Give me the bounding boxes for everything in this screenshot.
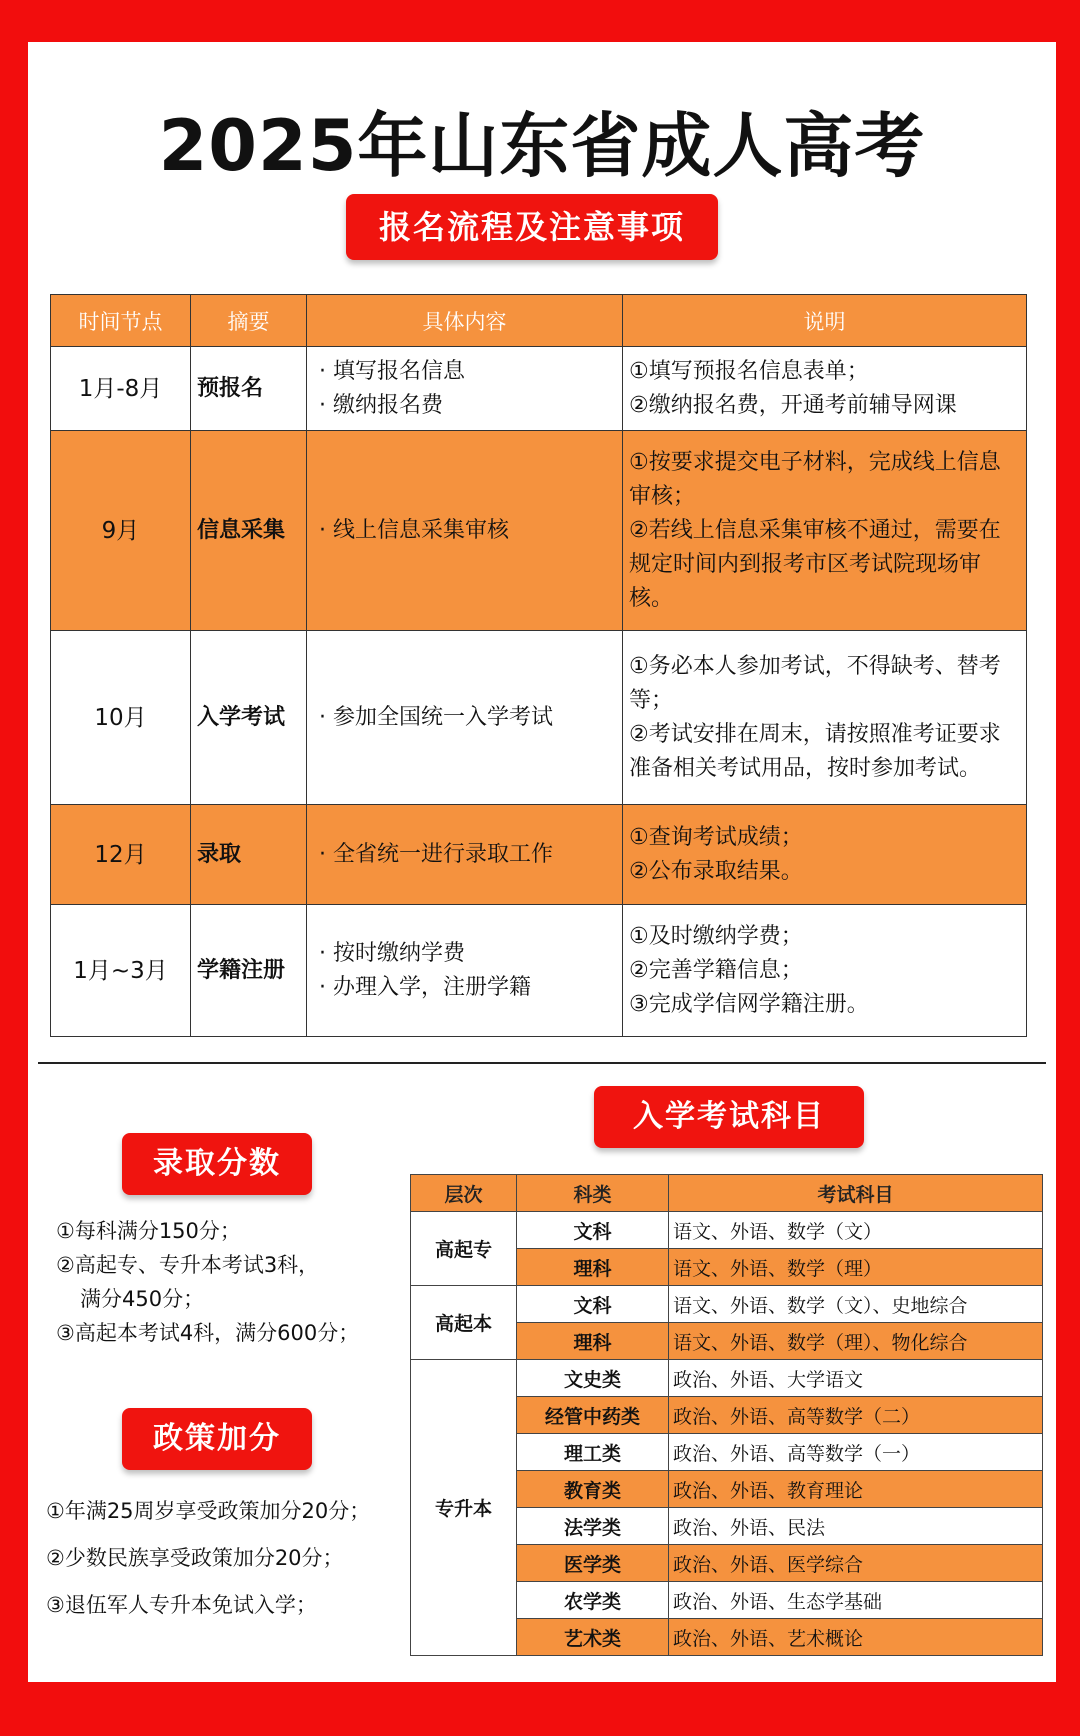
subjects-cell: 政治、外语、高等数学（一） — [669, 1434, 1043, 1471]
row-time: 1月-8月 — [51, 347, 191, 431]
content-line: · 缴纳报名费 — [319, 392, 443, 418]
category-cell: 艺术类 — [517, 1619, 669, 1656]
row-notes — [623, 431, 1027, 631]
subjects-cell: 语文、外语、数学（理） — [669, 1249, 1043, 1286]
category-cell: 文科 — [517, 1212, 669, 1249]
row-notes — [623, 805, 1027, 905]
subjects-cell: 语文、外语、数学（文） — [669, 1212, 1043, 1249]
category-cell: 经管中药类 — [517, 1397, 669, 1434]
exam-header-row — [411, 1175, 1043, 1212]
page-title: 2025年山东省成人高考 — [158, 105, 926, 187]
row-summary: 信息采集 — [191, 431, 307, 631]
score-list — [56, 1214, 386, 1350]
note-line: ②完善学籍信息； — [629, 957, 803, 983]
row-time: 12月 — [51, 805, 191, 905]
policy-list — [46, 1488, 406, 1629]
row-time: 1月~3月 — [51, 905, 191, 1037]
row-content — [307, 347, 623, 431]
exam-section-banner: 入学考试科目 — [594, 1086, 864, 1148]
subjects-cell: 语文、外语、数学（文）、史地综合 — [669, 1286, 1043, 1323]
header-level: 层次 — [411, 1175, 517, 1212]
score-section-banner: 录取分数 — [122, 1133, 312, 1195]
category-cell: 理工类 — [517, 1434, 669, 1471]
level-cell: 高起本 — [411, 1286, 517, 1360]
row-notes — [623, 905, 1027, 1037]
subjects-cell: 政治、外语、大学语文 — [669, 1360, 1043, 1397]
subjects-cell: 政治、外语、医学综合 — [669, 1545, 1043, 1582]
category-cell: 文史类 — [517, 1360, 669, 1397]
note-line: ②缴纳报名费，开通考前辅导网课 — [629, 392, 957, 418]
process-section-banner: 报名流程及注意事项 — [346, 194, 718, 260]
category-cell: 医学类 — [517, 1545, 669, 1582]
row-summary: 录取 — [191, 805, 307, 905]
content-line: · 填写报名信息 — [319, 358, 465, 384]
table-row — [411, 1212, 1043, 1249]
category-cell: 农学类 — [517, 1582, 669, 1619]
header-category: 科类 — [517, 1175, 669, 1212]
row-content — [307, 631, 623, 805]
subjects-cell: 政治、外语、民法 — [669, 1508, 1043, 1545]
content-line: · 按时缴纳学费 — [319, 940, 465, 966]
subjects-cell: 政治、外语、高等数学（二） — [669, 1397, 1043, 1434]
policy-section-banner: 政策加分 — [122, 1408, 312, 1470]
level-cell: 专升本 — [411, 1360, 517, 1656]
header-content: 具体内容 — [307, 295, 623, 347]
table-row — [51, 805, 1027, 905]
category-cell: 法学类 — [517, 1508, 669, 1545]
row-summary: 预报名 — [191, 347, 307, 431]
row-summary: 学籍注册 — [191, 905, 307, 1037]
note-line: ②考试安排在周末，请按照准考证要求准备相关考试用品，按时参加考试。 — [629, 721, 1001, 781]
row-notes — [623, 347, 1027, 431]
row-time: 9月 — [51, 431, 191, 631]
header-subjects: 考试科目 — [669, 1175, 1043, 1212]
table-row — [51, 905, 1027, 1037]
header-time: 时间节点 — [51, 295, 191, 347]
subjects-cell: 政治、外语、艺术概论 — [669, 1619, 1043, 1656]
header-summary: 摘要 — [191, 295, 307, 347]
note-line: ②若线上信息采集审核不通过，需要在规定时间内到报考市区考试院现场审核。 — [629, 517, 1001, 611]
category-cell: 理科 — [517, 1323, 669, 1360]
level-cell: 高起专 — [411, 1212, 517, 1286]
note-line: ①务必本人参加考试，不得缺考、替考等； — [629, 653, 1001, 713]
row-content — [307, 431, 623, 631]
note-line: ②公布录取结果。 — [629, 858, 803, 884]
subjects-cell: 政治、外语、教育理论 — [669, 1471, 1043, 1508]
table-row — [411, 1286, 1043, 1323]
note-line: ①查询考试成绩； — [629, 824, 803, 850]
list-item: ①每科满分150分； — [56, 1219, 241, 1243]
note-line: ③完成学信网学籍注册。 — [629, 991, 869, 1017]
table-row — [51, 431, 1027, 631]
table-row — [411, 1360, 1043, 1397]
content-line: · 参加全国统一入学考试 — [319, 704, 553, 730]
section-divider — [38, 1062, 1046, 1064]
table-header-row — [51, 295, 1027, 347]
list-item: ③退伍军人专升本免试入学； — [46, 1593, 317, 1617]
exam-subjects-table — [410, 1174, 1043, 1656]
list-item: ③高起本考试4科，满分600分； — [56, 1321, 360, 1345]
category-cell: 文科 — [517, 1286, 669, 1323]
table-row — [51, 347, 1027, 431]
content-line: · 全省统一进行录取工作 — [319, 841, 553, 867]
registration-process-table — [50, 294, 1027, 1037]
header-notes: 说明 — [623, 295, 1027, 347]
table-row — [51, 631, 1027, 805]
category-cell: 教育类 — [517, 1471, 669, 1508]
row-time: 10月 — [51, 631, 191, 805]
subjects-cell: 政治、外语、生态学基础 — [669, 1582, 1043, 1619]
note-line: ①填写预报名信息表单； — [629, 358, 869, 384]
content-line: · 线上信息采集审核 — [319, 517, 509, 543]
row-content — [307, 905, 623, 1037]
list-item: ①年满25周岁享受政策加分20分； — [46, 1499, 371, 1523]
row-summary: 入学考试 — [191, 631, 307, 805]
content-line: · 办理入学，注册学籍 — [319, 974, 531, 1000]
note-line: ①按要求提交电子材料，完成线上信息审核； — [629, 449, 1001, 509]
list-item: ②少数民族享受政策加分20分； — [46, 1546, 344, 1570]
category-cell: 理科 — [517, 1249, 669, 1286]
row-notes — [623, 631, 1027, 805]
poster-card — [28, 42, 1056, 1682]
row-content — [307, 805, 623, 905]
list-item: 满分450分； — [80, 1287, 205, 1311]
subjects-cell: 语文、外语、数学（理）、物化综合 — [669, 1323, 1043, 1360]
list-item: ②高起专、专升本考试3科， — [56, 1253, 320, 1277]
note-line: ①及时缴纳学费； — [629, 923, 803, 949]
